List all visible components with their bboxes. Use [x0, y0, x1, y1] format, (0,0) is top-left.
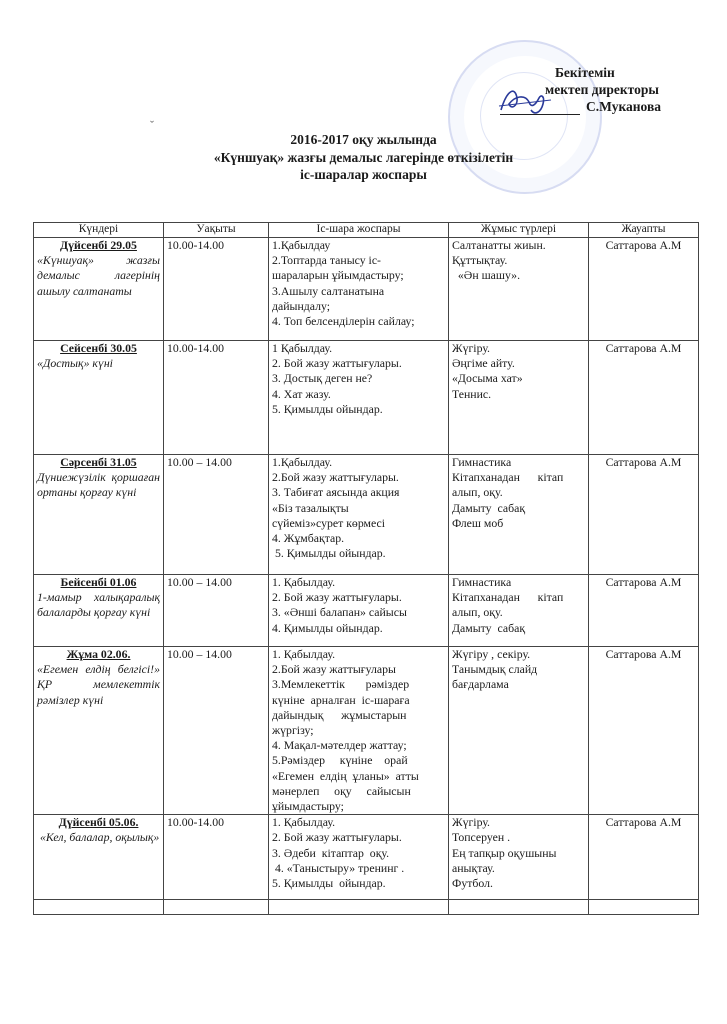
work-item: алып, оқу. — [452, 605, 503, 620]
plan-item: «Егемен елдің ұланы» атты — [272, 768, 419, 783]
plan-item: мәнерлеп оқу сайысын — [272, 783, 411, 798]
work-item: Құттықтау. — [452, 253, 508, 268]
work-item: Кітапханадан кітап — [452, 470, 564, 485]
plan-item: 5. Қимылды ойындар. — [272, 876, 386, 891]
table-row — [34, 455, 699, 575]
plan-item: 1. Қабылдау. — [272, 575, 336, 589]
work-item: «Əн шашу». — [452, 268, 521, 283]
plan-item: 3. «Әнші балапан» сайысы — [272, 605, 407, 620]
time-cell: 10.00 – 14.00 — [164, 575, 269, 647]
plan-item: ұйымдастыру; — [272, 799, 344, 814]
plan-cell — [269, 575, 449, 647]
plan-item: 4. Мақал-мәтелдер жаттау; — [272, 738, 407, 753]
table-header-row — [34, 223, 699, 238]
plan-item: 3. Әдеби кітаптар оқу. — [272, 845, 390, 860]
table-row — [34, 815, 699, 900]
plan-cell — [269, 815, 449, 900]
day-name: Дүйсенбі 29.05 — [60, 238, 137, 252]
day-description: «Күншуақ» жазғы демалыс лагерінің ашылу салтанаты — [37, 253, 160, 298]
responsible-cell: Саттарова А.М — [589, 341, 699, 455]
day-name: Дүйсенбі 05.06. — [58, 815, 139, 830]
plan-item: 3. Достық деген не? — [272, 371, 373, 386]
work-item: Танымдық слайд — [452, 662, 538, 677]
plan-item: 2.Топтарда танысу іс- — [272, 253, 381, 268]
plan-item: 3.Мемлекеттік рәміздер — [272, 677, 410, 692]
empty-cell — [269, 900, 449, 915]
plan-cell — [269, 341, 449, 455]
plan-item: жүргізу; — [272, 723, 314, 738]
day-description: «Кел, балалар, оқылық» — [37, 830, 160, 845]
header-work: Жұмыс түрлері — [449, 223, 589, 238]
day-description: 1-мамыр халықаралық балаларды қорғау күні — [37, 590, 160, 620]
day-description: «Егемен елдің белгісі!» ҚР мемлекеттік рәмізлер күні — [37, 662, 160, 707]
plan-item: 1.Қабылдау — [272, 238, 331, 252]
plan-item: 1. Қабылдау. — [272, 647, 336, 661]
work-item: Ең тапқыр оқушыны — [452, 845, 557, 860]
approval-line1: Бекітемін — [555, 65, 615, 80]
plan-item: күніне арналған іс-шараға — [272, 692, 410, 707]
director-name: С.Муканова — [586, 99, 661, 114]
time-cell: 10.00-14.00 — [164, 341, 269, 455]
day-description: «Достық» күні — [37, 356, 113, 371]
time-cell: 10.00-14.00 — [164, 238, 269, 341]
responsible-cell: Саттарова А.М — [589, 455, 699, 575]
header-plan: Іс-шара жоспары — [269, 223, 449, 238]
work-item: Теннис. — [452, 386, 492, 401]
responsible-cell: Саттарова А.М — [589, 238, 699, 341]
day-name: Сейсенбі 30.05 — [60, 341, 137, 355]
table-row — [34, 238, 699, 341]
signature-line — [500, 100, 580, 115]
day-cell — [34, 455, 164, 575]
day-name: Жұма 02.06. — [66, 647, 131, 661]
pen-mark: ˇ — [150, 118, 154, 132]
work-item: «Досыма хат» — [452, 371, 523, 386]
responsible-cell: Саттарова А.М — [589, 647, 699, 815]
schedule-table — [33, 222, 699, 915]
work-item: Топсеруен . — [452, 830, 511, 845]
day-cell — [34, 647, 164, 815]
empty-cell — [164, 900, 269, 915]
work-item: Кітапханадан кітап — [452, 590, 564, 605]
work-cell — [449, 238, 589, 341]
empty-cell — [34, 900, 164, 915]
plan-item: сүйеміз»сурет көрмесі — [272, 515, 386, 530]
plan-item: «Біз тазалықты — [272, 500, 349, 515]
responsible-cell: Саттарова А.М — [589, 815, 699, 900]
plan-item: 1. Қабылдау. — [272, 815, 336, 830]
work-item: Жүгіру. — [452, 815, 490, 830]
plan-item: 4. Топ белсенділерін сайлау; — [272, 314, 415, 329]
plan-item: 3. Табиғат аясында акция — [272, 485, 400, 500]
plan-item: 4. «Таныстыру» тренинг . — [272, 860, 405, 875]
plan-cell — [269, 238, 449, 341]
plan-item: 5. Қимылды ойындар. — [272, 546, 386, 561]
day-cell — [34, 341, 164, 455]
plan-item: 5. Қимылды ойындар. — [272, 401, 383, 416]
day-name: Бейсенбі 01.06 — [60, 575, 137, 589]
approval-signature-line — [500, 98, 715, 115]
title-line3: іс-шаралар жоспары — [300, 167, 427, 182]
plan-item: 2. Бой жазу жаттығулары. — [272, 590, 402, 605]
work-cell — [449, 341, 589, 455]
plan-item: 4. Хат жазу. — [272, 386, 331, 401]
work-item: Футбол. — [452, 876, 493, 891]
day-description: Дүниежүзілік қоршаған ортаны қорғау күні — [37, 470, 160, 500]
work-item: Жүгіру , секіру. — [452, 647, 531, 661]
work-item: Гимнастика — [452, 455, 512, 469]
plan-cell — [269, 455, 449, 575]
document-title — [0, 131, 727, 184]
work-item: Дамыту сабақ — [452, 500, 526, 515]
day-cell — [34, 815, 164, 900]
approval-line2: мектеп директоры — [545, 82, 659, 97]
plan-item: дайындық жұмыстарын — [272, 707, 407, 722]
work-cell — [449, 455, 589, 575]
work-item: бағдарлама — [452, 677, 509, 692]
plan-item: 4. Қимылды ойындар. — [272, 620, 383, 635]
title-line2: «Күншуақ» жазғы демалыс лагерінде өткізілетін — [213, 149, 514, 165]
day-cell — [34, 575, 164, 647]
work-cell — [449, 815, 589, 900]
plan-item: 2.Бой жазу жаттығулары. — [272, 470, 399, 485]
day-name: Сәрсенбі 31.05 — [60, 455, 137, 469]
table-row-empty — [34, 900, 699, 915]
empty-cell — [589, 900, 699, 915]
plan-item: 2. Бой жазу жаттығулары. — [272, 356, 402, 371]
time-cell: 10.00 – 14.00 — [164, 647, 269, 815]
plan-item: 3.Ашылу салтанатына — [272, 283, 385, 298]
table-row — [34, 647, 699, 815]
header-responsible: Жауапты — [589, 223, 699, 238]
work-item: Гимнастика — [452, 575, 512, 589]
title-line1: 2016-2017 оқу жылында — [290, 132, 437, 147]
empty-cell — [449, 900, 589, 915]
work-item: Жүгіру. — [452, 341, 490, 355]
responsible-cell: Саттарова А.М — [589, 575, 699, 647]
work-item: анықтау. — [452, 860, 495, 875]
work-item: Флеш моб — [452, 515, 504, 530]
plan-item: дайындалу; — [272, 298, 331, 313]
plan-item: 2. Бой жазу жаттығулары. — [272, 830, 402, 845]
work-item: Әңгіме айту. — [452, 356, 515, 371]
day-cell — [34, 238, 164, 341]
plan-item: 4. Жұмбақтар. — [272, 531, 345, 546]
plan-item: шараларын ұйымдастыру; — [272, 268, 404, 283]
time-cell: 10.00-14.00 — [164, 815, 269, 900]
header-days: Күндері — [34, 223, 164, 238]
work-item: алып, оқу. — [452, 485, 503, 500]
header-time: Уақыты — [164, 223, 269, 238]
work-cell — [449, 575, 589, 647]
approval-block — [500, 64, 715, 115]
work-item: Салтанатты жиын. — [452, 238, 546, 252]
plan-item: 1.Қабылдау. — [272, 455, 333, 469]
work-item: Дамыту сабақ — [452, 620, 526, 635]
plan-item: 5.Рәміздер күніне орай — [272, 753, 408, 768]
plan-item: 2.Бой жазу жаттығулары — [272, 662, 396, 677]
time-cell: 10.00 – 14.00 — [164, 455, 269, 575]
table-row — [34, 341, 699, 455]
plan-cell — [269, 647, 449, 815]
table-row — [34, 575, 699, 647]
plan-item: 1 Қабылдау. — [272, 341, 333, 355]
work-cell — [449, 647, 589, 815]
